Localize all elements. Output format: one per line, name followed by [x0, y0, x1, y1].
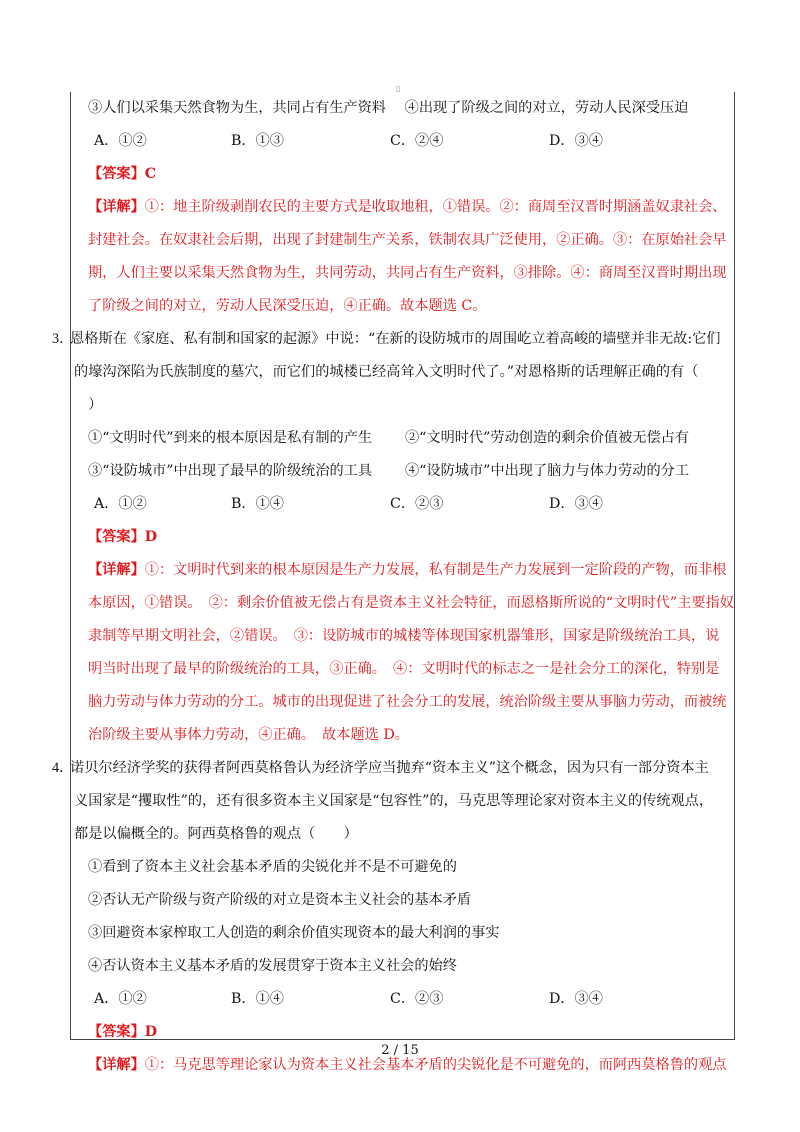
q3-statement: ①“文明时代”到来的根本原因是私有制的产生 ②“文明时代”劳动创造的剩余价值被无偿占有 — [88, 430, 690, 446]
q3-stem-line — [52, 329, 734, 350]
q2-answer-value: C — [144, 166, 157, 182]
q4-detail-text: ①：马克思等理论家认为资本主义社会基本矛盾的尖锐化是不可避免的，而阿西莫格鲁的观点 — [144, 1057, 727, 1073]
q4-option-a: A．①② — [94, 991, 147, 1007]
q2-detail-line: 封建社会。在奴隶社会后期，出现了封建制生产关系，铁制农具广泛使用，②正确。③：在原始社会早 — [88, 232, 727, 248]
q4-stem-text: 诺贝尔经济学奖的获得者阿西莫格鲁认为经济学应当抛弃“资本主义”这个概念，因为只有一部分资本主 — [70, 760, 709, 776]
q2-detail-line: 期，人们主要以采集天然食物为生，共同劳动，共同占有生产资料，③排除。④：商周至汉晋时期出现 — [88, 265, 727, 281]
document-body — [52, 98, 734, 1076]
q4-answer-label: 【答案】 — [88, 1024, 145, 1040]
q3-statement: ③“设防城市”中出现了最早的阶级统治的工具 ④“设防城市”中出现了脑力与体力劳动的分工 — [88, 463, 690, 479]
q3-option-b: B．①④ — [231, 496, 284, 512]
q4-stem-line: 都是以偏概全的。阿西莫格鲁的观点（ ） — [74, 826, 358, 842]
q3-stem-line: 的壕沟深陷为氏族制度的墓穴，而它们的城楼已经高耸入文明时代了。”对恩格斯的话理解正确的有（ — [74, 364, 699, 380]
q4-answer-value: D — [144, 1024, 158, 1040]
q4-statement: ④否认资本主义基本矛盾的发展贯穿于资本主义社会的始终 — [88, 958, 457, 974]
q2-options — [74, 131, 734, 152]
q3-detail-line: 本原因，①错误。 ②：剩余价值被无偿占有是资本主义社会特征，而恩格斯所说的“文明时代”主要指奴 — [88, 595, 734, 611]
q3-detail-text: ①：文明时代到来的根本原因是生产力发展，私有制是生产力发展到一定阶段的产物，而非根 — [144, 562, 727, 578]
header-mark: ▯ — [396, 84, 401, 93]
q3-answer — [74, 527, 734, 548]
q3-detail-line: 治阶级主要从事体力劳动，④正确。 故本题选 D。 — [88, 727, 409, 743]
q3-detail-label: 【详解】 — [88, 562, 145, 578]
q3-detail-line: 脑力劳动与体力劳动的分工。城市的出现促进了社会分工的发展，统治阶级主要从事脑力劳动，而被统 — [88, 694, 727, 710]
q2-option-a: A．①② — [94, 133, 147, 149]
q2-detail-line — [74, 197, 734, 218]
q3-stem-line: ） — [74, 397, 103, 413]
q4-option-b: B．①④ — [231, 991, 284, 1007]
q3-detail-line — [74, 560, 734, 581]
page-number: 2 / 15 — [381, 1043, 419, 1058]
q2-statement-line: ③人们以采集天然食物为生，共同占有生产资料 ④出现了阶级之间的对立，劳动人民深受压迫 — [88, 100, 689, 116]
q3-stem-text: 恩格斯在《家庭、私有制和国家的起源》中说：“在新的设防城市的周围屹立着高峻的墙壁并非无故:它们 — [70, 331, 721, 347]
q4-statement: ②否认无产阶级与资产阶级的对立是资本主义社会的基本矛盾 — [88, 892, 472, 908]
q2-answer — [74, 164, 734, 185]
q4-options — [74, 989, 734, 1010]
q2-detail-line: 了阶级之间的对立，劳动人民深受压迫，④正确。故本题选 C。 — [88, 298, 487, 314]
q3-detail-line: 明当时出现了最早的阶级统治的工具，③正确。 ④：文明时代的标志之一是社会分工的深化，特别是 — [88, 661, 720, 677]
q4-detail-label: 【详解】 — [88, 1057, 145, 1073]
q2-detail-text: ①：地主阶级剥削农民的主要方式是收取地租，①错误。②：商周至汉晋时期涵盖奴隶社会、 — [144, 199, 727, 215]
q4-number: 4． — [52, 760, 74, 776]
q4-option-c: C．②③ — [390, 991, 444, 1007]
q4-answer — [74, 1022, 734, 1043]
q4-detail-line — [74, 1055, 734, 1076]
q2-option-d: D．③④ — [549, 133, 603, 149]
q4-statement: ①看到了资本主义社会基本矛盾的尖锐化并不是不可避免的 — [88, 859, 457, 875]
q2-answer-label: 【答案】 — [88, 166, 145, 182]
q3-option-a: A．①② — [94, 496, 147, 512]
q2-option-b: B．①③ — [231, 133, 284, 149]
q3-detail-line: 隶制等早期文明社会，②错误。 ③：设防城市的城楼等体现国家机器雏形，国家是阶级统治工具，说 — [88, 628, 720, 644]
q4-statement: ③回避资本家榨取工人创造的剩余价值实现资本的最大利润的事实 — [88, 925, 500, 941]
q2-option-c: C．②④ — [390, 133, 444, 149]
q3-options — [74, 494, 734, 515]
q2-detail-label: 【详解】 — [88, 199, 145, 215]
q3-number: 3． — [52, 331, 74, 347]
q4-stem-line — [52, 758, 734, 779]
q3-answer-label: 【答案】 — [88, 529, 145, 545]
q4-option-d: D．③④ — [549, 991, 603, 1007]
q4-stem-line: 义国家是“攫取性”的，还有很多资本主义国家是“包容性”的，马克思等理论家对资本主义的传统观点， — [74, 793, 714, 809]
q3-answer-value: D — [144, 529, 158, 545]
q3-option-c: C．②③ — [390, 496, 444, 512]
q3-option-d: D．③④ — [549, 496, 603, 512]
